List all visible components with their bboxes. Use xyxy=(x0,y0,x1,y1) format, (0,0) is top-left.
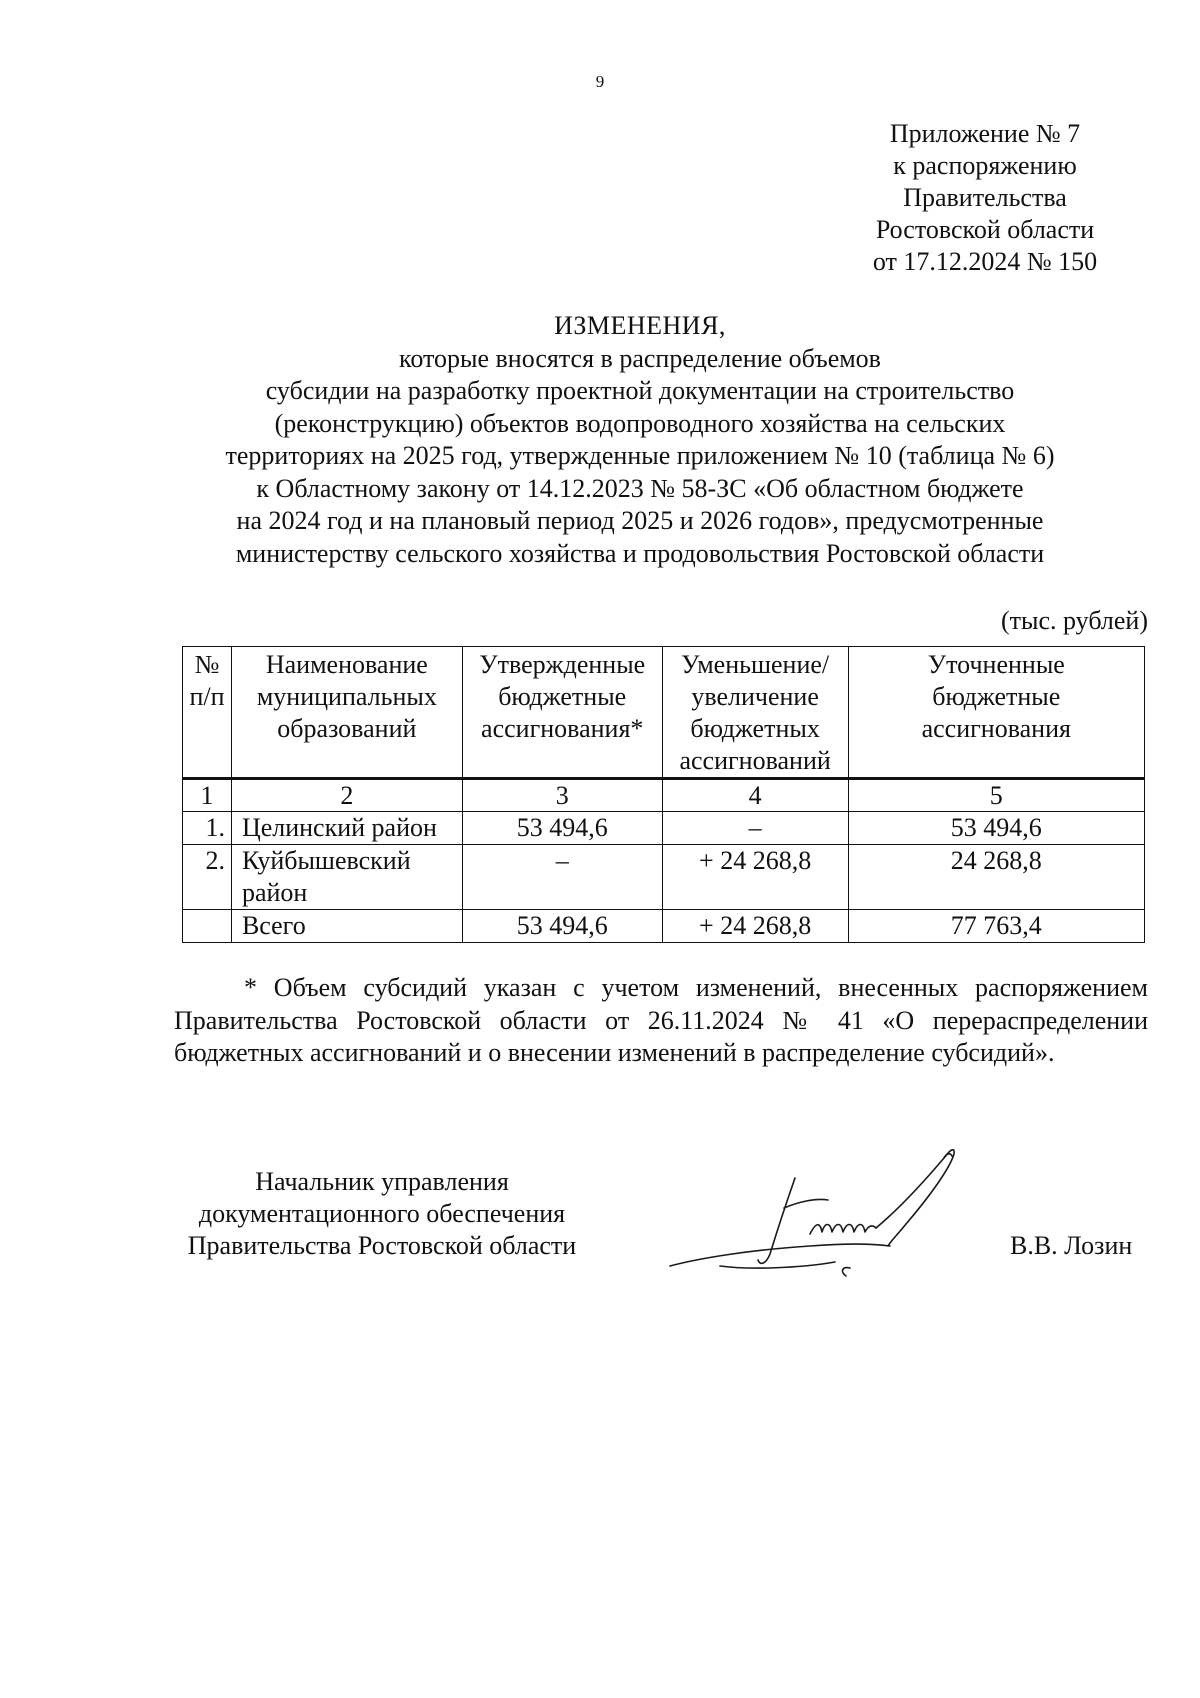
total-number-cell xyxy=(183,910,232,943)
document-title xyxy=(160,310,1120,570)
title-heading: ИЗМЕНЕНИЯ, xyxy=(554,311,726,340)
appendix-line: Приложение № 7 xyxy=(889,119,1081,148)
units-label: (тыс. рублей) xyxy=(1000,606,1148,635)
column-number-cell: 1 xyxy=(183,779,232,812)
title-line: которые вносятся в распределение объемов xyxy=(399,343,881,373)
municipality-cell: Целинский район xyxy=(231,812,462,845)
table-row xyxy=(183,845,1145,910)
title-line: на 2024 год и на плановый период 2025 и 2026 годов», предусмотренные xyxy=(236,506,1044,535)
header-cell: № п/п xyxy=(183,647,232,779)
table-header-row xyxy=(183,647,1145,779)
title-line: к Областному закону от 14.12.2023 № 58-ЗС «Об областном бюджете xyxy=(256,473,1024,503)
total-approved-cell: 53 494,6 xyxy=(462,910,662,943)
footnote-text: * Объем субсидий указан с учетом изменений, внесенных распоряжением Правительства Ростовской области от 26.11.2024 № 41 «О перераспределении бюджетных ассигнований и о внесении изменений в распределение субсидий». xyxy=(174,973,1148,1067)
column-number-row xyxy=(183,779,1145,812)
table-row xyxy=(183,812,1145,845)
change-cell: + 24 268,8 xyxy=(662,845,848,910)
approved-cell: – xyxy=(462,845,662,910)
approved-cell: 53 494,6 xyxy=(462,812,662,845)
title-line: (реконструкцию) объектов водопроводного хозяйства на сельских xyxy=(274,408,1006,438)
row-number-cell: 1. xyxy=(183,812,232,845)
page-number: 9 xyxy=(595,72,605,91)
column-number-cell: 3 xyxy=(462,779,662,812)
signer-name: В.В. Лозин xyxy=(1010,1231,1133,1260)
header-cell: Утвержденные бюджетные ассигнования* xyxy=(462,647,662,779)
change-cell: – xyxy=(662,812,848,845)
header-cell: Наименование муниципальных образований xyxy=(231,647,462,779)
signer-position-line: Начальник управления xyxy=(255,1167,509,1196)
title-line: территориях на 2025 год, утвержденные приложением № 10 (таблица № 6) xyxy=(225,441,1055,470)
row-number-cell: 2. xyxy=(183,845,232,910)
appendix-line: от 17.12.2024 № 150 xyxy=(872,247,1098,276)
total-refined-cell: 77 763,4 xyxy=(848,910,1144,943)
footnote xyxy=(174,972,1148,1070)
column-number-cell: 2 xyxy=(231,779,462,812)
signer-position-line: документационного обеспечения xyxy=(198,1199,566,1228)
refined-cell: 24 268,8 xyxy=(848,845,1144,910)
header-cell: Уменьшение/ увеличение бюджетных ассигнований xyxy=(662,647,848,779)
appendix-line: к распоряжению xyxy=(893,151,1077,180)
appendix-line: Ростовской области xyxy=(875,215,1095,244)
total-label-cell: Всего xyxy=(231,910,462,943)
signer-position xyxy=(162,1166,602,1262)
refined-cell: 53 494,6 xyxy=(848,812,1144,845)
title-line: субсидии на разработку проектной документации на строительство xyxy=(265,376,1015,405)
distribution-table xyxy=(182,646,1145,943)
municipality-cell: Куйбышевский район xyxy=(231,845,462,910)
header-cell: Уточненные бюджетные ассигнования xyxy=(848,647,1144,779)
total-change-cell: + 24 268,8 xyxy=(662,910,848,943)
table-total-row xyxy=(183,910,1145,943)
column-number-cell: 4 xyxy=(662,779,848,812)
appendix-line: Правительства xyxy=(903,183,1067,212)
handwritten-signature xyxy=(660,1138,1000,1288)
signer-position-line: Правительства Ростовской области xyxy=(187,1231,577,1260)
title-line: министерству сельского хозяйства и продовольствия Ростовской области xyxy=(235,538,1045,568)
appendix-reference xyxy=(840,118,1130,278)
column-number-cell: 5 xyxy=(848,779,1144,812)
